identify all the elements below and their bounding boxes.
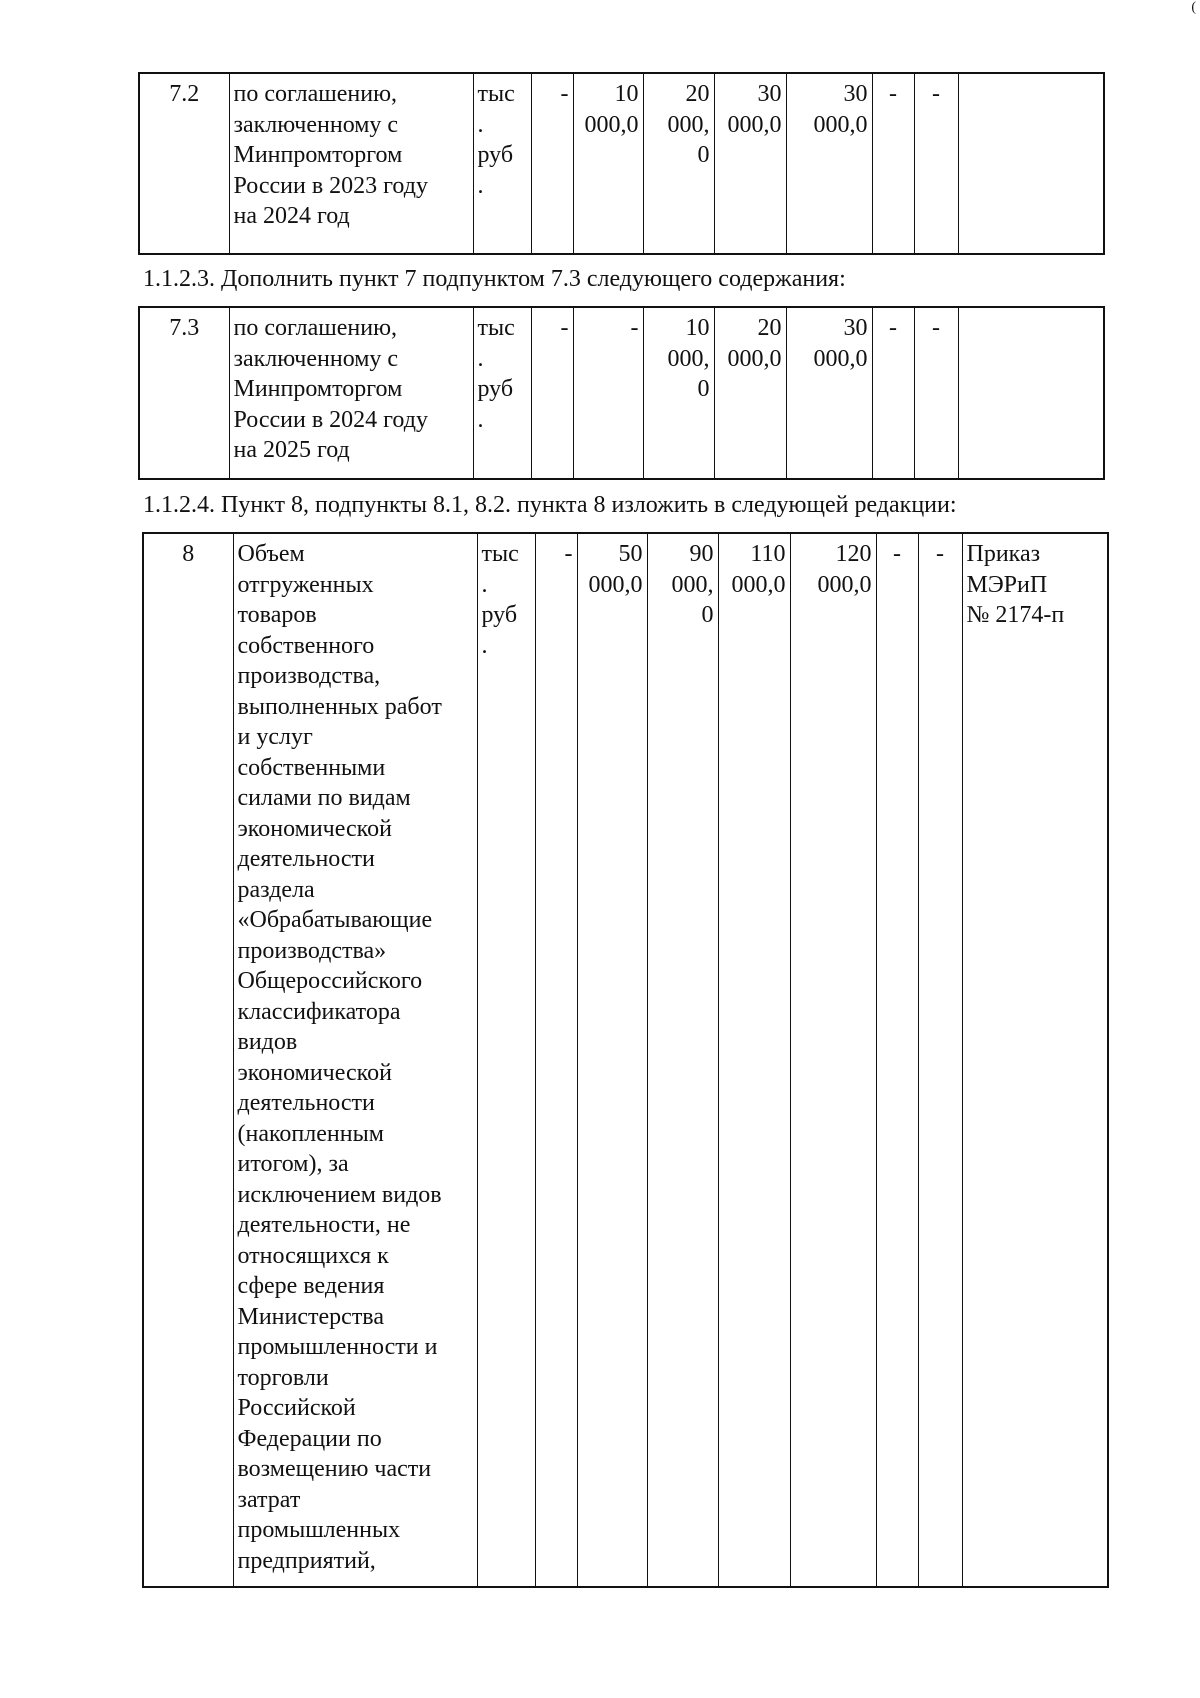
table-row-7-2: [138, 72, 1105, 255]
unit-cell: тыс . руб .: [473, 73, 531, 254]
row-description: по соглашению, заключенному с Минпромторгом России в 2024 году на 2025 год: [229, 307, 473, 479]
paragraph-1-1-2-3: 1.1.2.3. Дополнить пункт 7 подпунктом 7.3 следующего содержания:: [143, 266, 846, 292]
value-cell-7: -: [914, 73, 958, 254]
value-cell-7: -: [918, 533, 962, 1587]
paragraph-1-1-2-4: 1.1.2.4. Пункт 8, подпункты 8.1, 8.2. пункта 8 изложить в следующей редакции:: [143, 492, 957, 518]
value-cell-6: -: [876, 533, 918, 1587]
value-cell-3: 20 000, 0: [643, 73, 714, 254]
table-row: [143, 533, 1108, 1587]
row-number: 7.2: [139, 73, 229, 254]
value-cell-5: 30 000,0: [786, 307, 872, 479]
table-row-7-3: [138, 306, 1105, 480]
value-cell-2: -: [573, 307, 643, 479]
value-cell-4: 30 000,0: [714, 73, 786, 254]
corner-mark: (: [1191, 0, 1196, 15]
source-cell: [958, 73, 1104, 254]
value-cell-5: 30 000,0: [786, 73, 872, 254]
row-description: по соглашению, заключенному с Минпромторгом России в 2023 году на 2024 год: [229, 73, 473, 254]
source-cell: [958, 307, 1104, 479]
table-row-8: [142, 532, 1109, 1588]
value-cell-4: 20 000,0: [714, 307, 786, 479]
unit-cell: тыс . руб .: [477, 533, 535, 1587]
value-cell-7: -: [914, 307, 958, 479]
value-cell-5: 120 000,0: [790, 533, 876, 1587]
unit-cell: тыс . руб .: [473, 307, 531, 479]
table-row: [139, 73, 1104, 254]
value-cell-4: 110 000,0: [718, 533, 790, 1587]
value-cell-6: -: [872, 73, 914, 254]
value-cell-6: -: [872, 307, 914, 479]
value-cell-1: -: [531, 73, 573, 254]
table-row: [139, 307, 1104, 479]
source-cell: Приказ МЭРиП № 2174-п: [962, 533, 1108, 1587]
value-cell-1: -: [531, 307, 573, 479]
row-description: Объем отгруженных товаров собственного производства, выполненных работ и услуг собственными силами по видам экономической деятельности раздела «Обрабатывающие производства» Общероссийского классификатора видов экономической деятельности (накопленным итогом), за исключением видов деятельности, не относящихся к сфере ведения Министерства промышленности и торговли Российской Федерации по возмещению части затрат промышленных предприятий,: [233, 533, 477, 1587]
row-number: 8: [143, 533, 233, 1587]
value-cell-2: 10 000,0: [573, 73, 643, 254]
row-number: 7.3: [139, 307, 229, 479]
value-cell-3: 90 000, 0: [647, 533, 718, 1587]
value-cell-3: 10 000, 0: [643, 307, 714, 479]
value-cell-2: 50 000,0: [577, 533, 647, 1587]
value-cell-1: -: [535, 533, 577, 1587]
